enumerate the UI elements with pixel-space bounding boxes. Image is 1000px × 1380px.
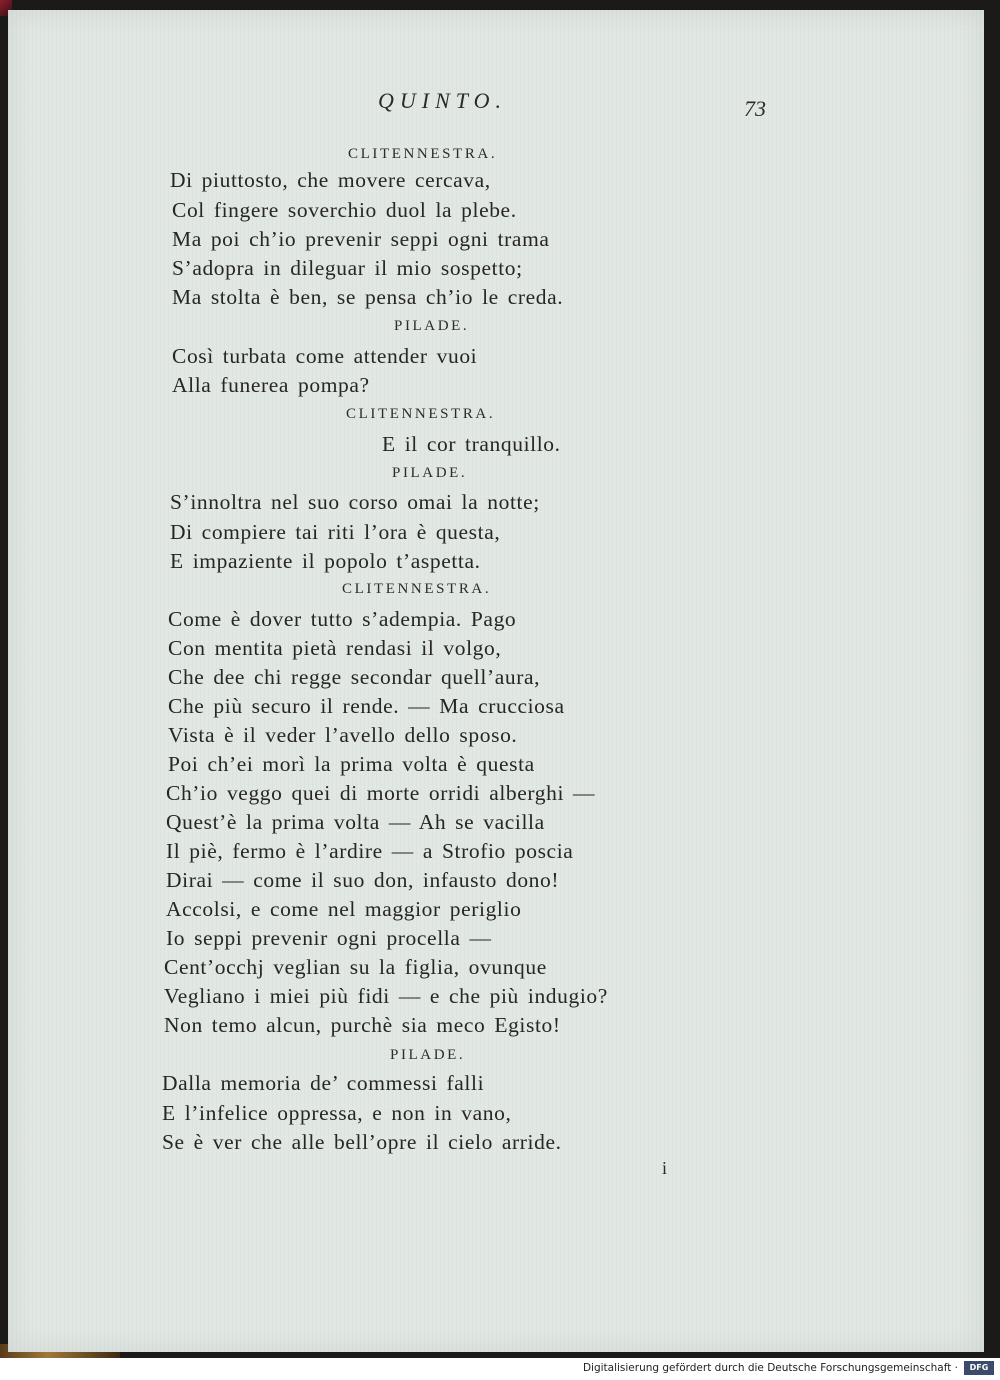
page-number: 73: [744, 96, 766, 121]
verse-line: Cent’occhj veglian su la figlia, ovunque: [164, 955, 547, 979]
speaker-heading: CLITENNESTRA.: [342, 581, 492, 597]
speaker-heading: PILADE.: [390, 1047, 466, 1063]
verse-line: Accolsi, e come nel maggior periglio: [166, 897, 522, 921]
speaker-heading: PILADE.: [392, 465, 468, 481]
verse-line: S’adopra in dileguar il mio sospetto;: [172, 256, 523, 280]
verse-line: Non temo alcun, purchè sia meco Egisto!: [164, 1013, 561, 1037]
dfg-logo: DFG: [964, 1361, 994, 1375]
verse-line: S’innoltra nel suo corso omai la notte;: [170, 490, 540, 514]
verse-line: Col fingere soverchio duol la plebe.: [172, 198, 517, 222]
speaker-heading: PILADE.: [394, 318, 470, 334]
signature-mark: i: [662, 1158, 668, 1178]
verse-line: Ch’io veggo quei di morte orridi alberghi —: [166, 781, 596, 805]
footer-bar: [0, 1358, 1000, 1380]
speaker-heading: CLITENNESTRA.: [348, 146, 498, 162]
verse-line: Il piè, fermo è l’ardire — a Strofio poscia: [166, 839, 574, 863]
verse-line: Vegliano i miei più fidi — e che più indugio?: [164, 984, 608, 1008]
verse-line: Di piuttosto, che movere cercava,: [170, 168, 491, 192]
verse-line: E l’infelice oppressa, e non in vano,: [162, 1101, 512, 1125]
running-head: QUINTO.: [378, 88, 508, 113]
verse-line: Dirai — come il suo don, infausto dono!: [166, 868, 560, 892]
verse-line: Di compiere tai riti l’ora è questa,: [170, 520, 501, 544]
verse-line: Che dee chi regge secondar quell’aura,: [168, 665, 541, 689]
verse-line: Che più securo il rende. — Ma crucciosa: [168, 694, 565, 718]
verse-line: Ma poi ch’io prevenir seppi ogni trama: [172, 227, 550, 251]
verse-line: Alla funerea pompa?: [172, 373, 370, 397]
verse-line: E impaziente il popolo t’aspetta.: [170, 549, 481, 573]
verse-line: Io seppi prevenir ogni procella —: [166, 926, 492, 950]
verse-line: Come è dover tutto s’adempia. Pago: [168, 607, 517, 631]
verse-line: Con mentita pietà rendasi il volgo,: [168, 636, 502, 660]
verse-line: Quest’è la prima volta — Ah se vacilla: [166, 810, 545, 834]
book-page: [8, 10, 984, 1352]
verse-line: E il cor tranquillo.: [382, 432, 561, 456]
verse-line: Dalla memoria de’ commessi falli: [162, 1071, 485, 1095]
verse-line: Vista è il veder l’avello dello sposo.: [168, 723, 518, 747]
verse-line: Così turbata come attender vuoi: [172, 344, 478, 368]
verse-line: Se è ver che alle bell’opre il cielo arride.: [162, 1130, 562, 1154]
verse-line: Ma stolta è ben, se pensa ch’io le creda.: [172, 285, 564, 309]
verse-line: Poi ch’ei morì la prima volta è questa: [168, 752, 535, 776]
funding-note: Digitalisierung gefördert durch die Deutsche Forschungsgemeinschaft ·: [582, 1362, 958, 1374]
speaker-heading: CLITENNESTRA.: [346, 406, 496, 422]
